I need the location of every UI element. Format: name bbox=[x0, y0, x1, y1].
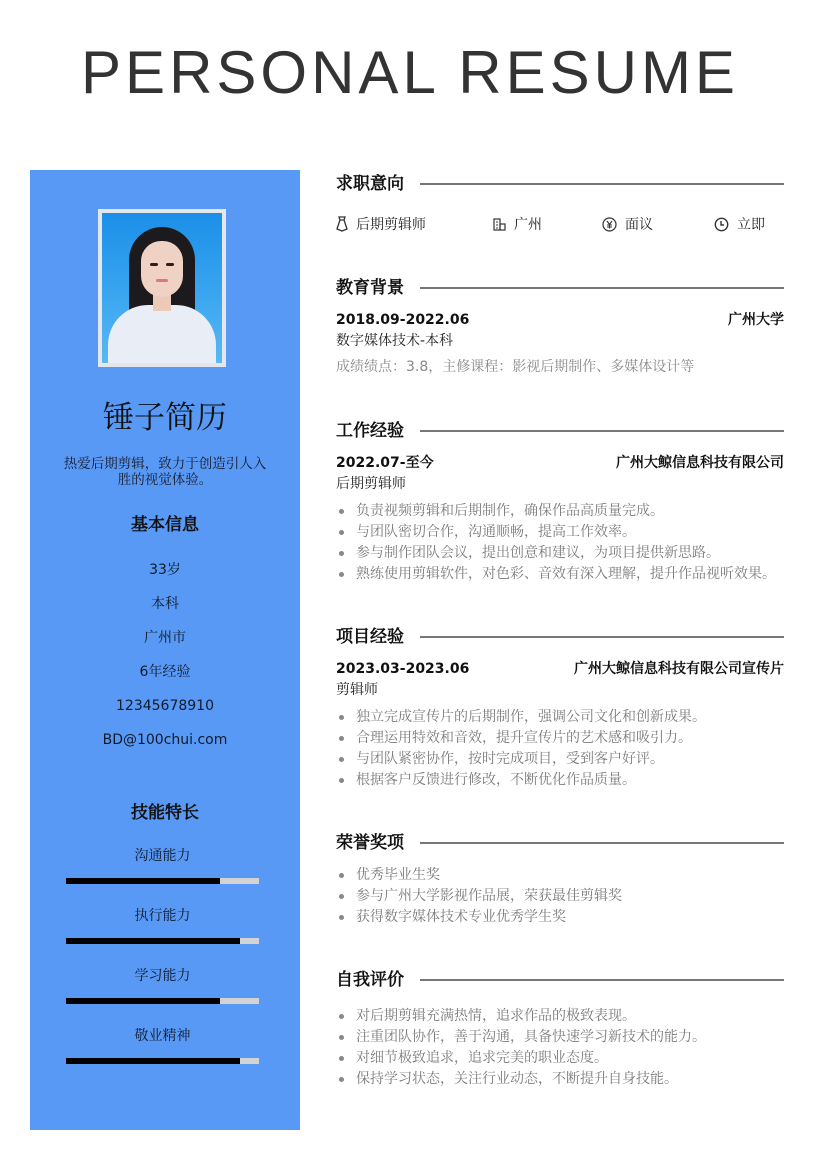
skill-item bbox=[66, 906, 259, 966]
project-period: 2023.03-2023.06 bbox=[336, 661, 470, 677]
work-role: 后期剪辑师 bbox=[336, 476, 406, 492]
education-period: 2018.09-2022.06 bbox=[336, 312, 470, 328]
skill-bar-fill bbox=[66, 938, 240, 944]
education-note: 成绩绩点：3.8，主修课程：影视后期制作、多媒体设计等 bbox=[336, 359, 695, 375]
list-item: 对后期剪辑充满热情，追求作品的极致表现。 bbox=[336, 1006, 784, 1027]
info-phone: 12345678910 bbox=[116, 698, 214, 714]
intent-city-text: 广州 bbox=[514, 217, 542, 233]
section-education bbox=[336, 274, 784, 378]
intent-salary-text: 面议 bbox=[625, 217, 653, 233]
list-item: 负责视频剪辑和后期制作，确保作品高质量完成。 bbox=[336, 501, 784, 522]
work-period: 2022.07-至今 bbox=[336, 455, 434, 471]
section-self-evaluation bbox=[336, 966, 784, 1090]
project-role: 剪辑师 bbox=[336, 682, 378, 698]
tie-icon bbox=[336, 216, 348, 232]
list-item: 参与制作团队会议，提出创意和建议，为项目提供新思路。 bbox=[336, 543, 784, 564]
list-item: 注重团队协作，善于沟通，具备快速学习新技术的能力。 bbox=[336, 1027, 784, 1048]
sidebar bbox=[30, 170, 300, 1130]
intent-city bbox=[493, 214, 602, 234]
job-intent-row bbox=[336, 212, 784, 236]
section-divider bbox=[420, 842, 784, 844]
work-company: 广州大鲸信息科技有限公司 bbox=[616, 455, 784, 471]
list-item: 参与广州大学影视作品展，荣获最佳剪辑奖 bbox=[336, 886, 784, 907]
list-item: 获得数字媒体技术专业优秀学生奖 bbox=[336, 907, 784, 928]
list-item: 根据客户反馈进行修改，不断优化作品质量。 bbox=[336, 770, 784, 791]
basic-info-list bbox=[30, 558, 300, 762]
intent-position-text: 后期剪辑师 bbox=[356, 217, 426, 233]
skill-bar bbox=[66, 938, 259, 944]
info-age: 33岁 bbox=[149, 562, 181, 578]
section-title: 教育背景 bbox=[336, 278, 404, 298]
profile-photo-frame bbox=[98, 209, 226, 367]
skill-label: 沟通能力 bbox=[134, 848, 191, 864]
skill-bar bbox=[66, 1058, 259, 1064]
basic-info-heading: 基本信息 bbox=[131, 515, 199, 535]
list-item: 熟练使用剪辑软件，对色彩、音效有深入理解，提升作品视听效果。 bbox=[336, 564, 784, 585]
info-education: 本科 bbox=[151, 596, 179, 612]
profile-photo bbox=[102, 213, 222, 363]
yen-icon bbox=[602, 217, 617, 232]
intent-position bbox=[336, 214, 493, 234]
list-item: 与团队紧密协作，按时完成项目，受到客户好评。 bbox=[336, 749, 784, 770]
project-header bbox=[336, 659, 784, 679]
section-honors bbox=[336, 829, 784, 928]
section-title: 自我评价 bbox=[336, 970, 404, 990]
intent-availability-text: 立即 bbox=[737, 217, 765, 233]
list-item: 保持学习状态，关注行业动态，不断提升自身技能。 bbox=[336, 1069, 784, 1090]
section-title: 工作经验 bbox=[336, 421, 404, 441]
page-title: PERSONAL RESUME bbox=[81, 39, 739, 106]
intent-salary bbox=[602, 214, 714, 234]
education-school: 广州大学 bbox=[728, 312, 784, 328]
skill-item bbox=[66, 846, 259, 906]
section-title: 项目经验 bbox=[336, 627, 404, 647]
list-item: 对细节极致追求，追求完美的职业态度。 bbox=[336, 1048, 784, 1069]
section-divider bbox=[420, 430, 784, 432]
section-job-intent bbox=[336, 170, 784, 236]
section-project-experience bbox=[336, 623, 784, 791]
list-item: 优秀毕业生奖 bbox=[336, 865, 784, 886]
skill-item bbox=[66, 966, 259, 1026]
intent-availability bbox=[714, 214, 765, 234]
clock-icon bbox=[714, 217, 729, 232]
skill-bar-fill bbox=[66, 998, 220, 1004]
list-item: 独立完成宣传片的后期制作，强调公司文化和创新成果。 bbox=[336, 707, 784, 728]
info-email: BD@100chui.com bbox=[102, 732, 228, 748]
project-name: 广州大鲸信息科技有限公司宣传片 bbox=[574, 661, 784, 677]
candidate-name: 锤子简历 bbox=[103, 400, 227, 436]
skill-bar bbox=[66, 998, 259, 1004]
honors-bullets bbox=[336, 865, 784, 928]
section-divider bbox=[420, 287, 784, 289]
info-city: 广州市 bbox=[144, 630, 186, 646]
candidate-motto: 热爱后期剪辑，致力于创造引人入胜的视觉体验。 bbox=[63, 456, 267, 488]
skills-heading: 技能特长 bbox=[131, 803, 199, 823]
work-bullets bbox=[336, 501, 784, 585]
skill-label: 执行能力 bbox=[134, 908, 191, 924]
self-eval-bullets bbox=[336, 1006, 784, 1090]
section-title: 求职意向 bbox=[336, 174, 404, 194]
skill-label: 学习能力 bbox=[134, 968, 191, 984]
skills-list bbox=[66, 846, 259, 1086]
education-header bbox=[336, 310, 784, 330]
work-header bbox=[336, 453, 784, 473]
project-bullets bbox=[336, 707, 784, 791]
list-item: 与团队密切合作，沟通顺畅，提高工作效率。 bbox=[336, 522, 784, 543]
section-divider bbox=[420, 979, 784, 981]
skill-bar bbox=[66, 878, 259, 884]
info-experience: 6年经验 bbox=[139, 664, 191, 680]
list-item: 合理运用特效和音效，提升宣传片的艺术感和吸引力。 bbox=[336, 728, 784, 749]
building-icon bbox=[493, 218, 506, 231]
section-divider bbox=[420, 636, 784, 638]
section-divider bbox=[420, 183, 784, 185]
skill-label: 敬业精神 bbox=[134, 1028, 191, 1044]
skill-bar-fill bbox=[66, 878, 220, 884]
section-work-experience bbox=[336, 417, 784, 585]
section-title: 荣誉奖项 bbox=[336, 833, 404, 853]
education-major: 数字媒体技术-本科 bbox=[336, 333, 454, 349]
skill-bar-fill bbox=[66, 1058, 240, 1064]
skill-item bbox=[66, 1026, 259, 1086]
